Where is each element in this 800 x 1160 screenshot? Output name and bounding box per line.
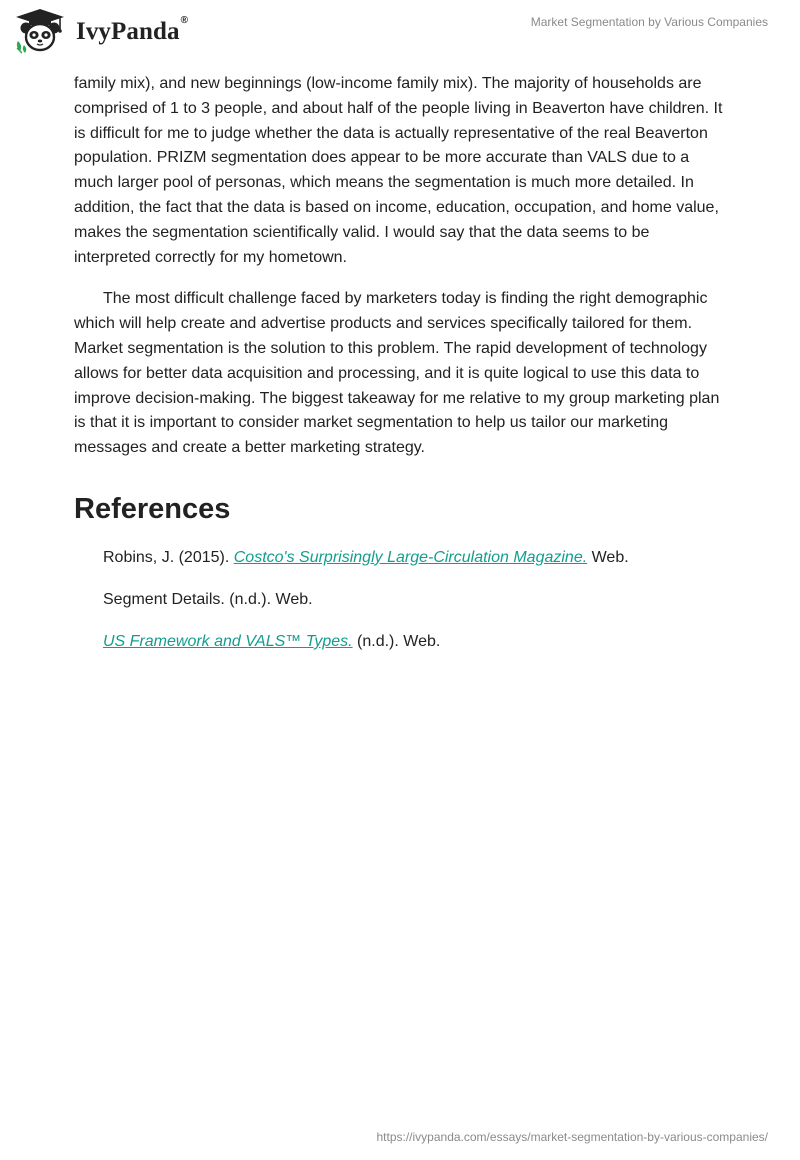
references-list	[103, 546, 724, 654]
ivypanda-logo[interactable]	[14, 8, 188, 54]
reference-item	[103, 546, 724, 570]
brand-name	[76, 15, 189, 46]
reference-item	[103, 588, 724, 612]
reference-suffix: Web.	[587, 548, 629, 566]
reference-suffix: (n.d.). Web.	[352, 632, 441, 650]
reference-link[interactable]: Costco's Surprisingly Large-Circulation Magazine.	[233, 548, 588, 566]
panda-graduate-icon	[14, 8, 66, 54]
references-heading: References	[74, 492, 231, 525]
document-title: Market Segmentation by Various Companies	[530, 15, 768, 29]
reference-link[interactable]: US Framework and VALS™ Types.	[103, 632, 353, 650]
body-paragraph: family mix), and new beginnings (low-income family mix). The majority of households are comprised of 1 to 3 people, and about half of the people living in Beaverton have children. It is difficult for me to judge whether the data is actually representative of the real Beaverton population. PRIZM segmentation does appear to be more accurate than VALS due to a much larger pool of personas, which means the segmentation is much more detailed. In addition, the fact that the data is based on income, education, occupation, and home value, makes the segmentation scientifically valid. I would say that the data seems to be interpreted correctly for my hometown.	[74, 75, 723, 266]
reference-item	[103, 630, 724, 654]
reference-prefix: Robins, J. (2015).	[103, 548, 234, 566]
brand-name-text: IvyPanda	[76, 18, 180, 45]
body-paragraph: The most difficult challenge faced by marketers today is finding the right demographic which will help create and advertise products and services specifically tailored for them. Market segmentation is the solution to this problem. The rapid development of technology allows for better data acquisition and processing, and it is quite logical to use this data to improve decision-making. The biggest takeaway for me relative to my group marketing plan is that it is important to consider market segmentation to help us tailor our marketing messages and create a better marketing strategy.	[74, 290, 720, 457]
footer-url[interactable]: https://ivypanda.com/essays/market-segmentation-by-various-companies/	[376, 1130, 768, 1144]
registered-mark: ®	[180, 15, 189, 26]
page-header	[0, 0, 800, 70]
reference-text: Segment Details. (n.d.). Web.	[103, 590, 313, 608]
essay-content	[74, 72, 724, 672]
